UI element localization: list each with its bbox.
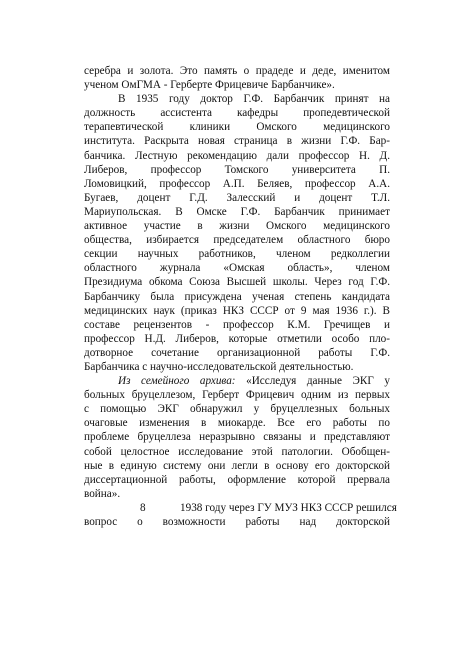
text-line: вопрос о возможности работы над докторской <box>84 516 390 528</box>
text-line: больных бруцеллезом, Герберт Фрицевич одним из первых <box>84 389 390 402</box>
text-line: общества, избирается председателем областного бюро <box>84 234 390 247</box>
text-line: Либеров, профессор Томского университета П. <box>84 163 390 176</box>
text-line: ученом ОмГМА - Герберте Фрицевиче Барбанчике». <box>84 79 335 92</box>
numbered-line <box>84 501 397 515</box>
text-line: ные в единую систему они легли в основу его докторской <box>84 459 390 472</box>
text-line: война». <box>84 487 121 500</box>
text-line: активное участие в жизни Омского медицинского <box>84 220 390 233</box>
page-number: 8 <box>140 501 146 514</box>
text-line: банчика. Лестную рекомендацию дали профессор Н. Д. <box>84 149 390 162</box>
text-line: областного журнала «Омская область», членом <box>84 262 390 275</box>
text-line: Мариупольская. В Омске Г.Ф. Барбанчик принимает <box>84 205 390 218</box>
text-line: составе рецензентов - профессор К.М. Гречищев и <box>84 318 390 331</box>
text-line: дотворное сочетание организационной работы Г.Ф. <box>84 346 390 359</box>
text-line: с помощью ЭКГ обнаружил у бруцеллезных больных <box>84 403 390 416</box>
numbered-line-text: 1938 году через ГУ МУЗ НКЗ СССР решился <box>180 501 397 514</box>
text-line: диссертационной работы, оформление которой прервала <box>84 473 390 486</box>
text-line: терапевтической клиники Омского медицинского <box>84 121 390 134</box>
text-line: Ломовицкий, профессор А.П. Беляев, профессор А.А. <box>84 177 390 190</box>
paragraph-start-line: В 1935 году доктор Г.Ф. Барбанчик принят на <box>118 93 390 106</box>
text-line: Барбанчика с научно-исследовательской деятельностью. <box>84 360 354 373</box>
text-line: медицинских наук (приказ НКЗ СССР от 9 мая 1936 г.). В <box>84 304 390 317</box>
text-line: собой целостное исследование этой патологии. Обобщен- <box>84 445 390 458</box>
text-line: серебра и золота. Это память о прадеде и деде, именитом <box>84 65 390 77</box>
body-text <box>84 64 397 529</box>
text-line: Барбанчику была присуждена ученая степень кандидата <box>84 290 390 303</box>
text-line: проблеме бруцеллеза неразрывно связаны и представляют <box>84 431 390 444</box>
text-line: должность ассистента кафедры пропедевтической <box>84 107 390 120</box>
text-line: очаговые изменения в миокарде. Все его работы по <box>84 417 390 430</box>
text-line: секции научных работников, членом редколлегии <box>84 248 390 261</box>
text-line: института. Раскрыта новая страница в жизни Г.Ф. Бар- <box>84 135 390 148</box>
quote-text: «Исследуя данные ЭКГ у <box>235 375 391 388</box>
archive-quote-start-line <box>84 374 390 388</box>
text-line: Бугаев, доцент Г.Д. Залесский и доцент Т.Л. <box>84 191 390 204</box>
archive-heading: Из семейного архива: <box>118 375 236 388</box>
text-line: Президиума обкома Союза Высшей школы. Через год Г.Ф. <box>84 276 390 289</box>
text-line: профессор Н.Д. Либеров, которые отметили особо пло- <box>84 332 390 345</box>
